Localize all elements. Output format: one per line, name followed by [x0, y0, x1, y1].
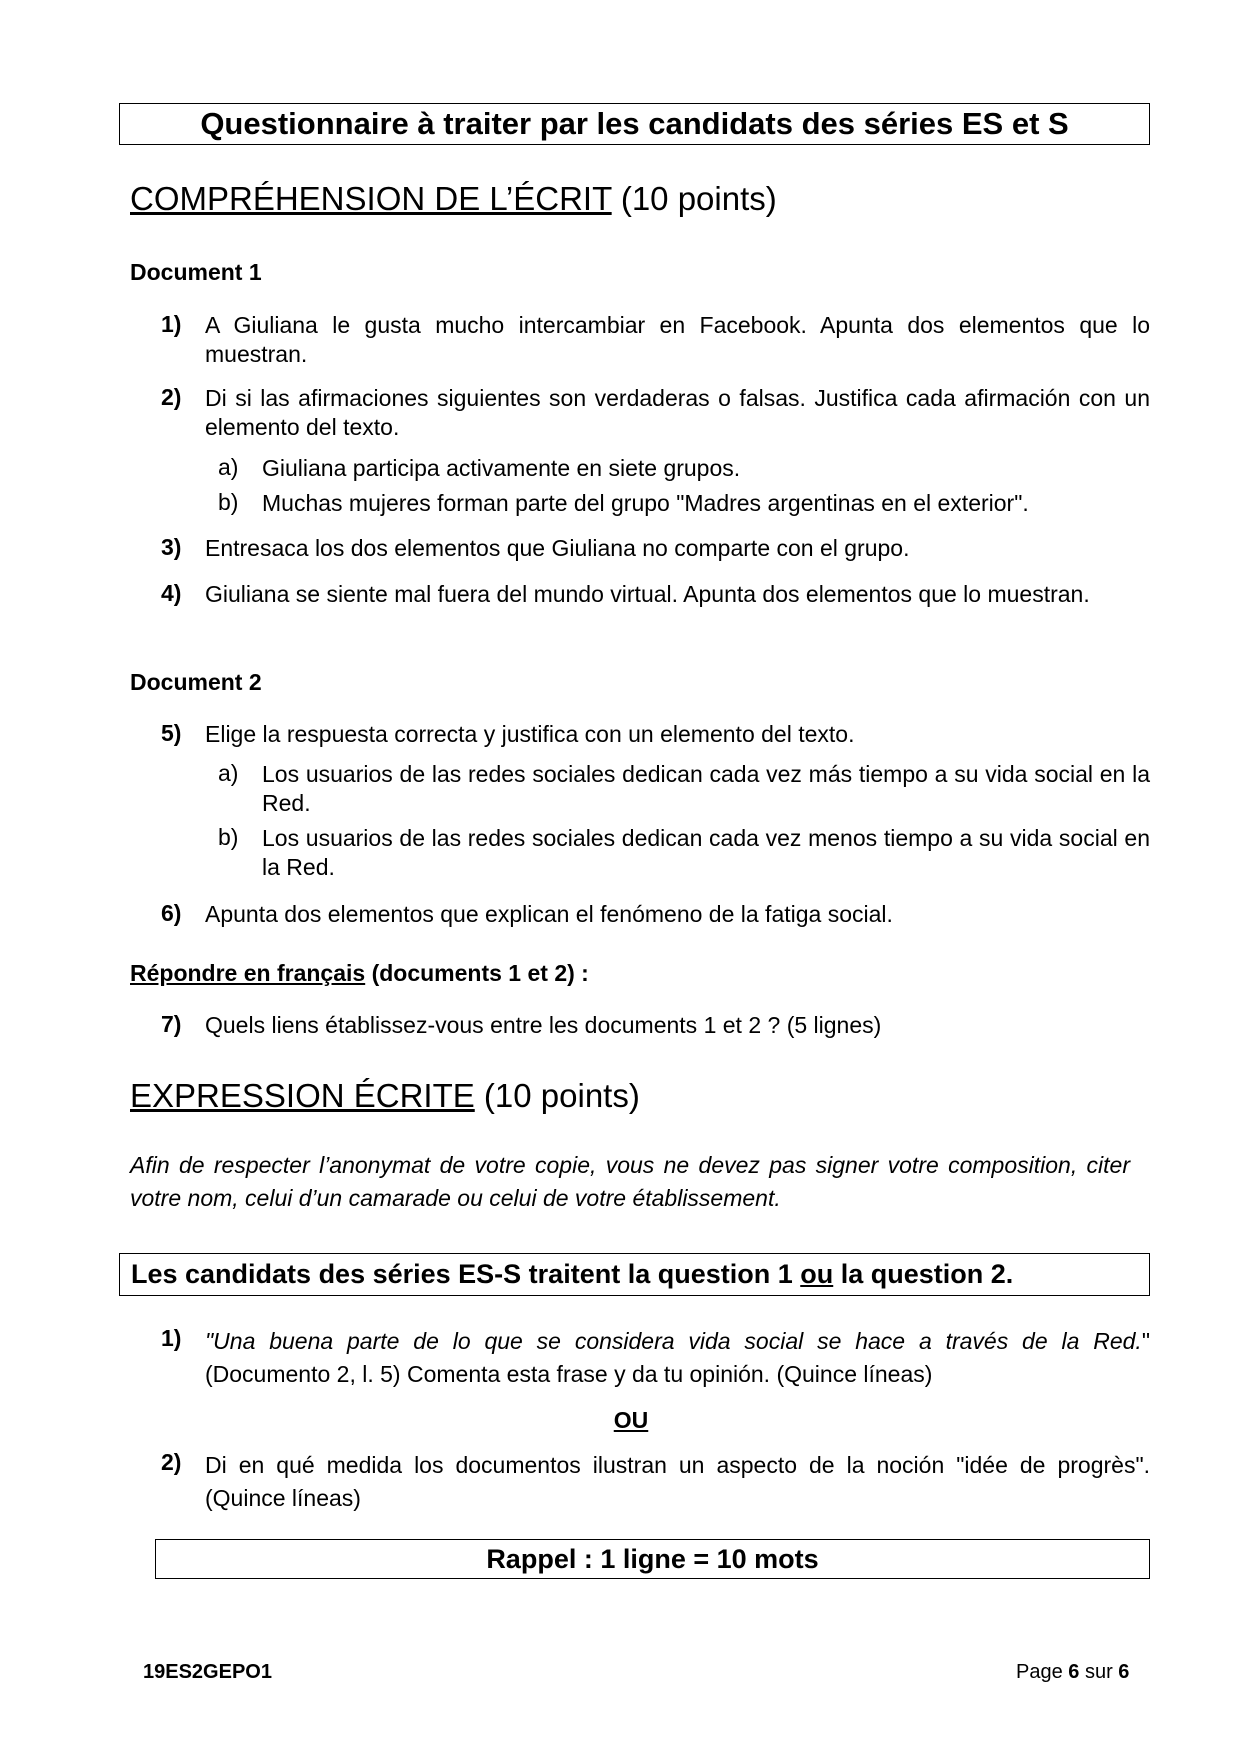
- page-number: [1016, 1661, 1129, 1684]
- questionnaire-title-box: [119, 103, 1150, 145]
- expression-points: (10 points): [483, 1077, 640, 1114]
- question-5a-letter: a): [218, 760, 239, 786]
- expression-1-quote: "Una buena parte de lo que se considera vida social se hace a través de la Red.: [205, 1328, 1142, 1354]
- repondre-underlined: Répondre en français: [130, 960, 366, 986]
- question-4-text: Giuliana se siente mal fuera del mundo virtual. Apunta dos elementos que lo muestran.: [205, 581, 1090, 607]
- question-3-text: Entresaca los dos elementos que Giuliana no comparte con el grupo.: [205, 535, 910, 561]
- question-5b-text: Los usuarios de las redes sociales dedican cada vez menos tiempo a su vida social en la Red.: [262, 825, 1150, 880]
- expression-2-text: Di en qué medida los documentos ilustran un aspecto de la noción "idée de progrès". (Quince líneas): [205, 1452, 1150, 1511]
- choice-box-after: la question 2.: [833, 1259, 1014, 1289]
- document-2-label: Document 2: [130, 669, 262, 695]
- question-2b-letter: b): [218, 489, 239, 515]
- expression-1-rest: (Documento 2, l. 5) Comenta esta frase y da tu opinión. (Quince líneas): [205, 1361, 933, 1387]
- comprehension-points: (10 points): [620, 180, 777, 217]
- question-2-text: Di si las afirmaciones siguientes son verdaderas o falsas. Justifica cada afirmación con un elemento del texto.: [205, 385, 1150, 440]
- expression-title: EXPRESSION ÉCRITE: [130, 1077, 475, 1114]
- question-5-text: Elige la respuesta correcta y justifica con un elemento del texto.: [205, 721, 855, 747]
- question-1-number: 1): [161, 311, 182, 337]
- question-5a-text: Los usuarios de las redes sociales dedican cada vez más tiempo a su vida social en la Red.: [262, 761, 1150, 816]
- expression-1-quote-close: ": [1141, 1328, 1150, 1354]
- question-5b-letter: b): [218, 824, 239, 850]
- expression-1-number: 1): [161, 1325, 182, 1351]
- document-1-label: Document 1: [130, 259, 262, 285]
- page-prefix: Page: [1016, 1661, 1069, 1683]
- question-4-number: 4): [161, 580, 182, 606]
- question-2a-text: Giuliana participa activamente en siete grupos.: [262, 455, 741, 481]
- expression-heading: [130, 1077, 640, 1115]
- question-3-number: 3): [161, 534, 182, 560]
- anonymity-note: Afin de respecter l’anonymat de votre copie, vous ne devez pas signer votre composition, citer votre nom, celui d’un camarade ou celui de votre établissement.: [130, 1152, 1130, 1211]
- page-current: 6: [1068, 1661, 1080, 1683]
- question-choice-box: [119, 1253, 1150, 1296]
- question-2-number: 2): [161, 384, 182, 410]
- exam-code: 19ES2GEPO1: [143, 1661, 272, 1683]
- question-7-number: 7): [161, 1011, 182, 1037]
- choice-box-ou: ou: [800, 1259, 834, 1289]
- comprehension-heading: [130, 180, 777, 218]
- expression-1-text: [205, 1325, 1150, 1391]
- rappel-text: Rappel : 1 ligne = 10 mots: [486, 1543, 819, 1574]
- question-2a-letter: a): [218, 454, 239, 480]
- question-1-text: A Giuliana le gusta mucho intercambiar en Facebook. Apunta dos elementos que lo muestran.: [205, 312, 1150, 367]
- comprehension-title: COMPRÉHENSION DE L’ÉCRIT: [130, 180, 612, 217]
- page-mid: sur: [1079, 1661, 1119, 1683]
- choice-box-before: Les candidats des séries ES-S traitent la question 1: [131, 1259, 801, 1289]
- question-7-text: Quels liens établissez-vous entre les documents 1 et 2 ? (5 lignes): [205, 1012, 882, 1038]
- rappel-box: [155, 1539, 1150, 1579]
- repondre-instruction: [130, 960, 589, 987]
- expression-2-number: 2): [161, 1449, 182, 1475]
- question-6-text: Apunta dos elementos que explican el fenómeno de la fatiga social.: [205, 901, 893, 927]
- ou-separator: OU: [613, 1407, 649, 1433]
- question-5-number: 5): [161, 720, 182, 746]
- questionnaire-title: Questionnaire à traiter par les candidats des séries ES et S: [200, 106, 1069, 141]
- question-6-number: 6): [161, 900, 182, 926]
- page-total: 6: [1118, 1661, 1130, 1683]
- repondre-rest: (documents 1 et 2) :: [371, 960, 589, 986]
- question-2b-text: Muchas mujeres forman parte del grupo "Madres argentinas en el exterior".: [262, 490, 1029, 516]
